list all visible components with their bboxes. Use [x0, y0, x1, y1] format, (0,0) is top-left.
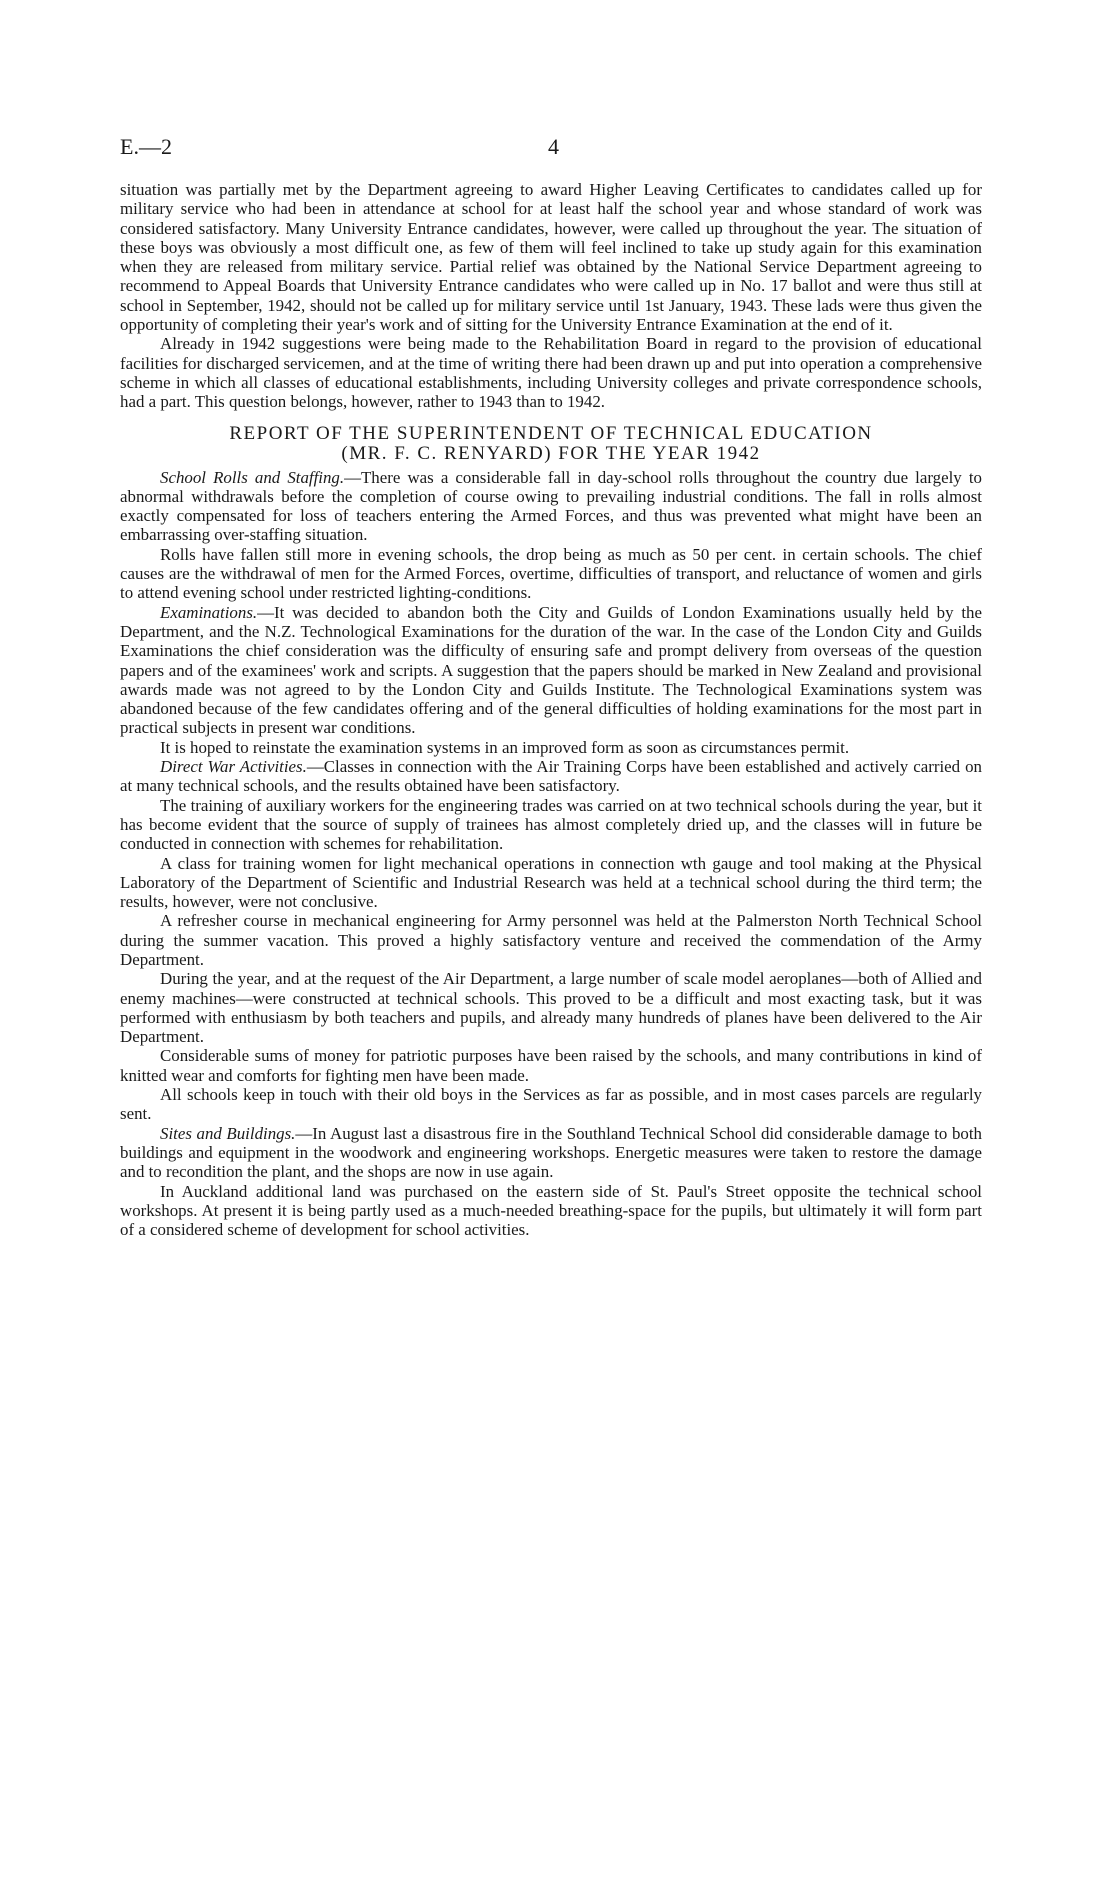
paragraph: situation was partially met by the Department agreeing to award Higher Leaving Certificates to candidates called up for military service who had been in attendance at school for at least half the school year and whose standard of work was considered satisfactory. Many University Entrance candidates, however, were called up throughout the year. The situation of these boys was obviously a most difficult one, as few of them will feel inclined to take up study again for this examination when they are released from military service. Partial relief was obtained by the National Service Department agreeing to recommend to Appeal Boards that University Entrance candidates who were called up in No. 17 ballot and were thus still at school in September, 1942, should not be called up for military service until 1st January, 1943. These lads were thus given the opportunity of completing their year's work and of sitting for the University Entrance Examination at the end of it.: [120, 180, 982, 335]
paragraph: [120, 603, 982, 738]
paragraph-text: —It was decided to abandon both the City and Guilds of London Examinations usually held by the Department, and the N.Z. Technological Examinations for the duration of the war. In the case of the London City and Guilds Examinations the chief consideration was the difficulty of ensuring safe and prompt delivery from overseas of the question papers and of the examinees' work and scripts. A suggestion that the papers should be marked in New Zealand and provisional awards made was not agreed to by the London City and Guilds Institute. The Technological Examinations system was abandoned because of the few candidates offering and of the general difficulties of holding examinations for the most part in practical subjects in present war conditions.: [120, 602, 982, 738]
section-subhead: Direct War Activities.: [160, 757, 307, 777]
report-heading-line-2: (MR. F. C. RENYARD) FOR THE YEAR 1942: [341, 442, 761, 464]
page-number: 4: [548, 134, 559, 159]
page-body: [120, 180, 982, 1239]
paragraph: [120, 1124, 982, 1182]
section-subhead: School Rolls and Staffing.: [160, 467, 345, 487]
paragraph: The training of auxiliary workers for the engineering trades was carried on at two technical schools during the year, but it has become evident that the source of supply of trainees has almost completely dried up, and the classes will in future be conducted in connection with schemes for rehabilitation.: [120, 795, 982, 854]
paragraph: Rolls have fallen still more in evening schools, the drop being as much as 50 per cent. in certain schools. The chief causes are the withdrawal of men for the Armed Forces, overtime, difficulties of transport, and reluctance of women and girls to attend evening school under restricted lighting-conditions.: [120, 544, 982, 603]
document-reference: E.—2: [120, 134, 172, 159]
paragraph: Already in 1942 suggestions were being made to the Rehabilitation Board in regard to the provision of educational facilities for discharged servicemen, and at the time of writing there had been drawn up and put into operation a comprehensive scheme in which all classes of educational establishments, including University colleges and private correspondence schools, had a part. This question belongs, however, rather to 1943 than to 1942.: [120, 334, 982, 412]
section-subhead: Sites and Buildings.: [160, 1123, 296, 1143]
paragraph: A refresher course in mechanical engineering for Army personnel was held at the Palmerston North Technical School during the summer vacation. This proved a highly satisfactory venture and received the commendation of the Army Department.: [120, 911, 982, 969]
section-subhead: Examinations.: [160, 602, 258, 622]
paragraph: Considerable sums of money for patriotic purposes have been raised by the schools, and many contributions in kind of knitted wear and comforts for fighting men have been made.: [120, 1046, 982, 1085]
paragraph-text: —There was a considerable fall in day-school rolls throughout the country due largely to abnormal withdrawals before the completion of course owing to prevailing industrial conditions. The fall in rolls almost exactly compensated for loss of teachers entering the Armed Forces, and thus was prevented what might have been an embarrassing over-staffing situation.: [120, 467, 982, 545]
paragraph: [120, 757, 982, 796]
paragraph: In Auckland additional land was purchased on the eastern side of St. Paul's Street opposite the technical school workshops. At present it is being partly used as a much-needed breathing-space for the pupils, but ultimately it will form part of a considered scheme of development for school activities.: [120, 1181, 982, 1240]
paragraph: It is hoped to reinstate the examination systems in an improved form as soon as circumstances permit.: [160, 737, 850, 757]
paragraph: All schools keep in touch with their old boys in the Services as far as possible, and in most cases parcels are regularly sent.: [120, 1085, 982, 1124]
page-header: [0, 134, 1114, 164]
paragraph: A class for training women for light mechanical operations in connection wth gauge and tool making at the Physical Laboratory of the Department of Scientific and Industrial Research was held at a technical school during the third term; the results, however, were not conclusive.: [120, 853, 982, 912]
report-heading-line-1: REPORT OF THE SUPERINTENDENT OF TECHNICAL EDUCATION: [229, 422, 873, 444]
paragraph-text: —In August last a disastrous fire in the Southland Technical School did considerable damage to both buildings and equipment in the woodwork and engineering workshops. Energetic measures were taken to restore the damage and to recondition the plant, and the shops are now in use again.: [120, 1123, 982, 1182]
paragraph-text: —Classes in connection with the Air Training Corps have been established and actively carried on at many technical schools, and the results obtained have been satisfactory.: [120, 757, 982, 796]
paragraph: During the year, and at the request of the Air Department, a large number of scale model aeroplanes—both of Allied and enemy machines—were constructed at technical schools. This proved to be a difficult and most exacting task, but it was performed with enthusiasm by both teachers and pupils, and already many hundreds of planes have been delivered to the Air Department.: [120, 969, 982, 1047]
paragraph: [120, 468, 982, 545]
